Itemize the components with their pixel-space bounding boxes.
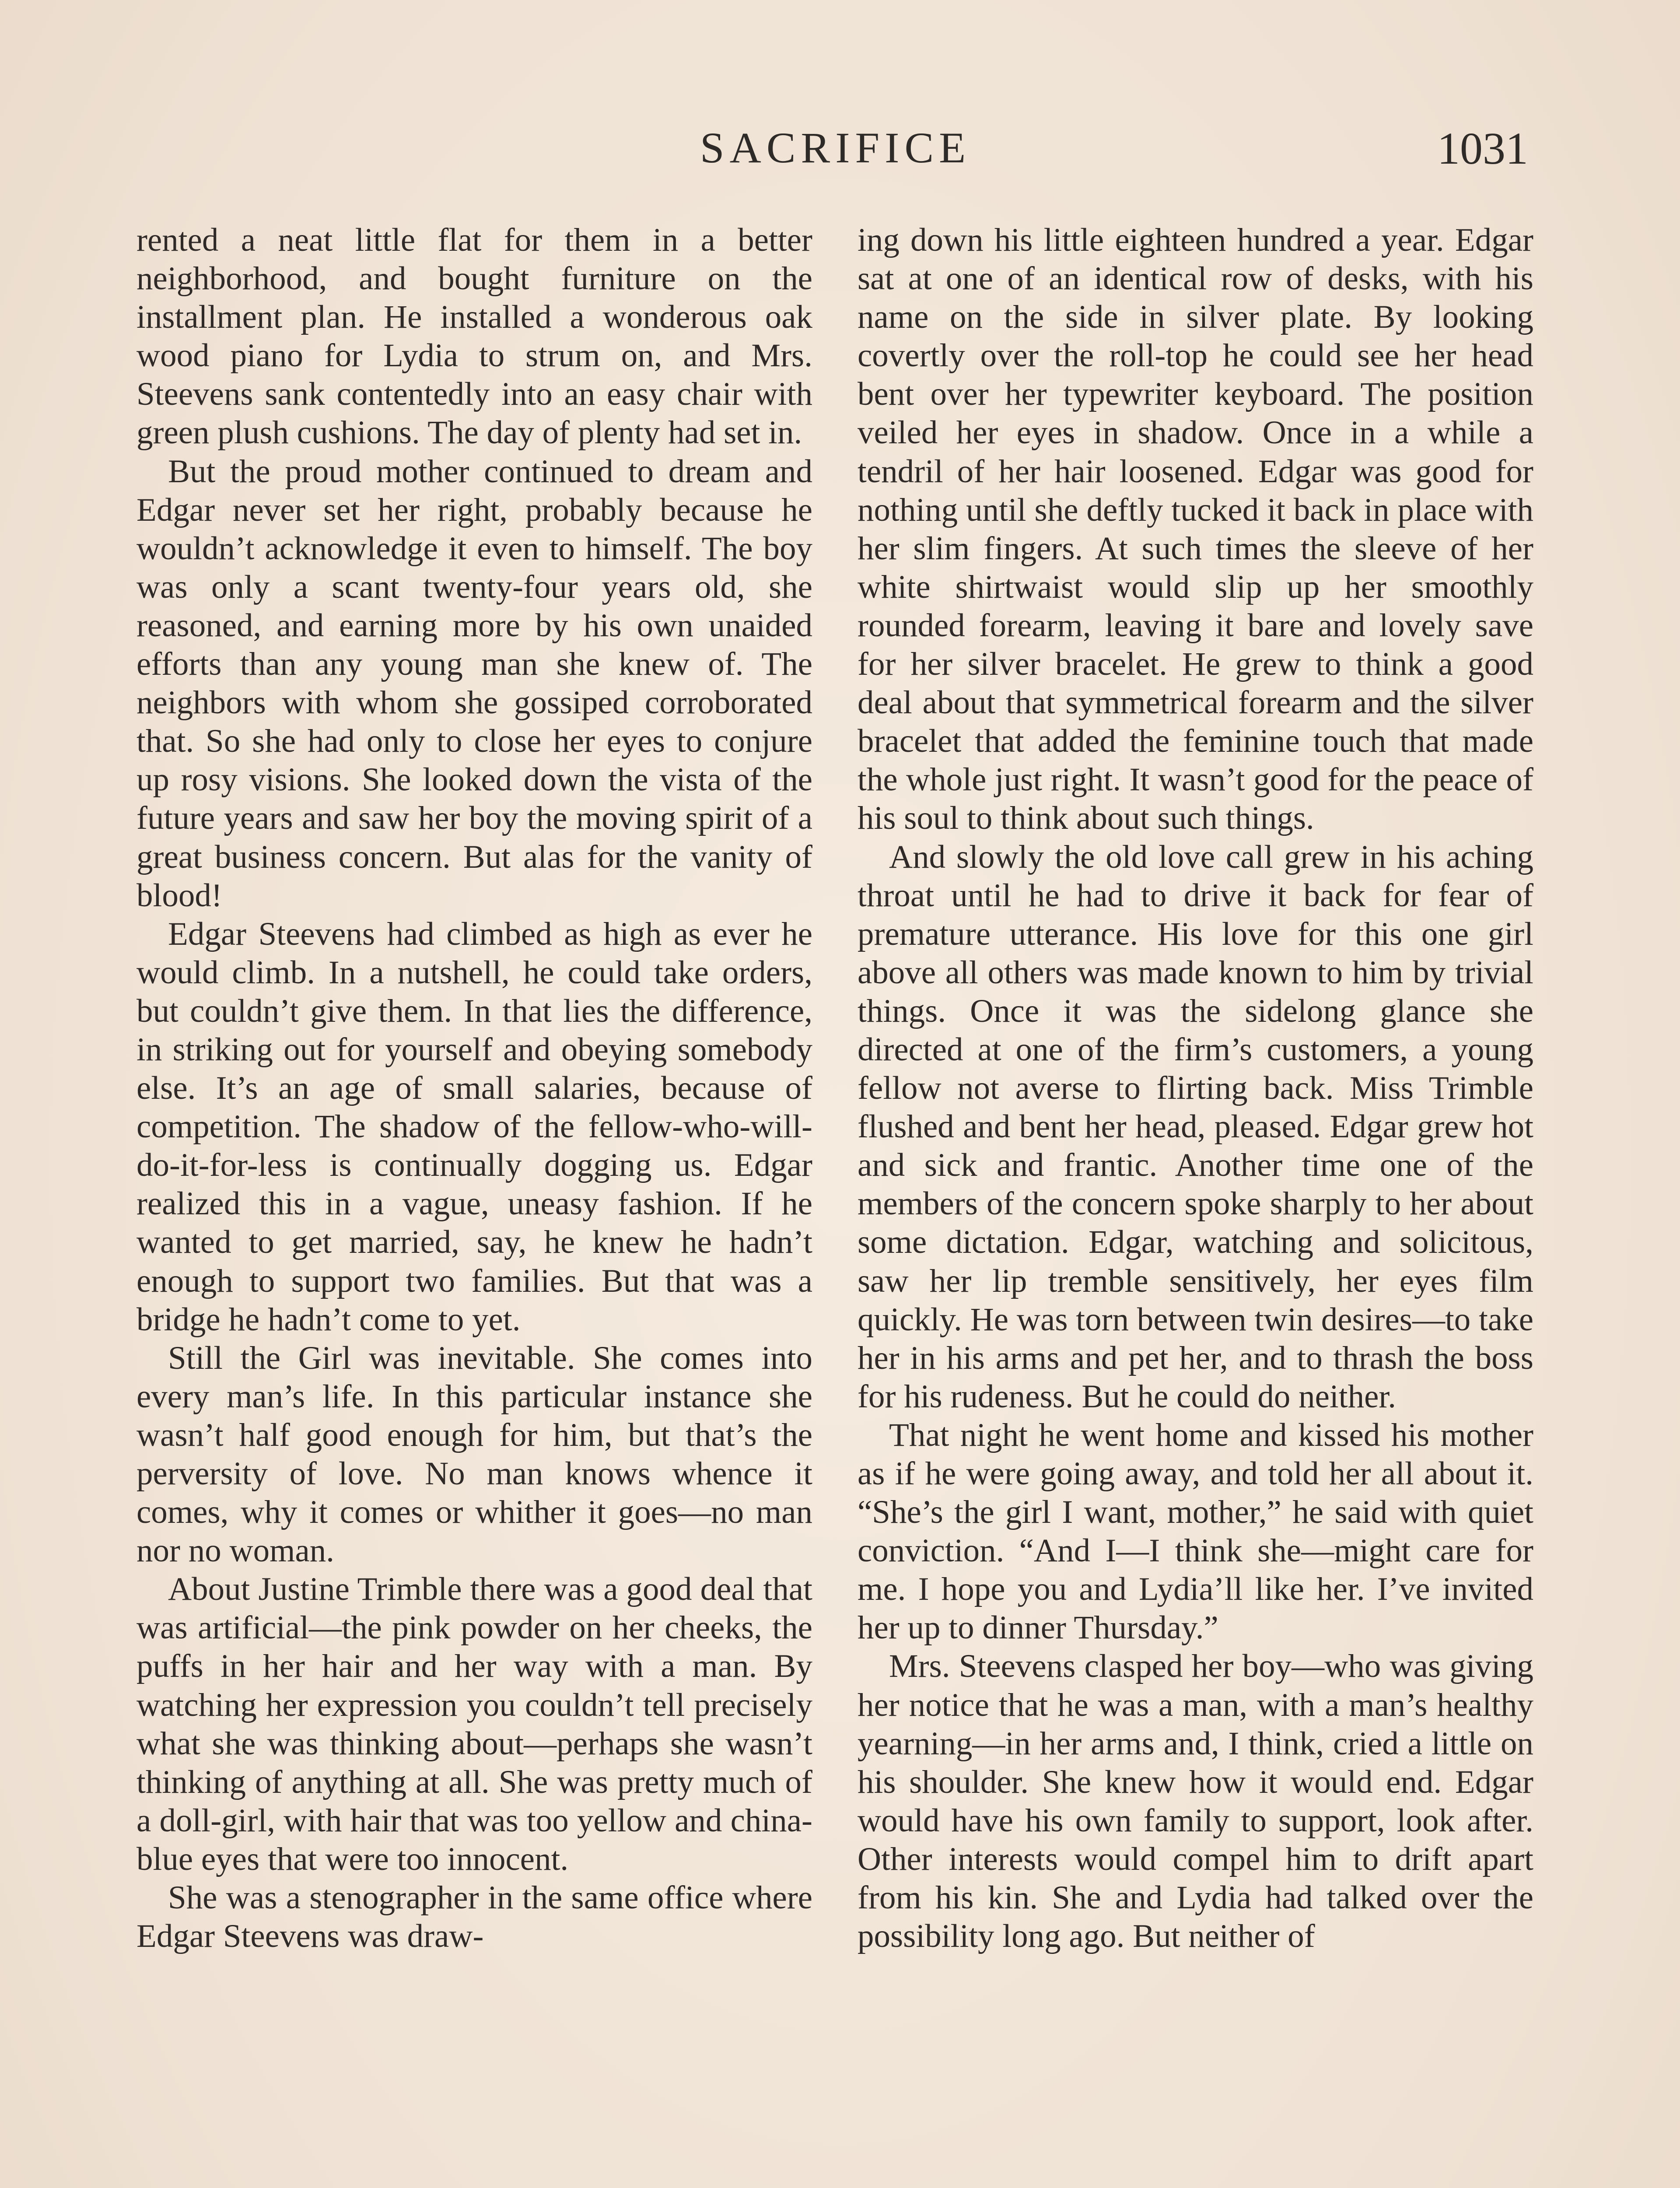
- running-head: [0, 123, 1680, 184]
- paragraph: Edgar Steevens had climbed as high as ever he would climb. In a nutshell, he could take orders, but couldn’t give them. In that lies the difference, in striking out for yourself and obeying somebody else. It’s an age of small salaries, because of competition. The shadow of the fellow-who-will-do-it-for-less is continually dogging us. Edgar realized this in a vague, uneasy fashion. If he wanted to get married, say, he knew he hadn’t enough to support two families. But that was a bridge he hadn’t come to yet.: [136, 915, 812, 1338]
- paragraph: Mrs. Steevens clasped her boy—who was giving her notice that he was a man, with a man’s healthy yearning—in her arms and, I think, cried a little on his shoulder. She knew how it would end. Edgar would have his own family to support, look after. Other interests would compel him to drift apart from his kin. She and Lydia had talked over the possibility long ago. But neither of: [858, 1648, 1533, 1955]
- paragraph: But the proud mother continued to dream and Edgar never set her right, probably because he wouldn’t acknowledge it even to himself. The boy was only a scant twenty-four years old, she reasoned, and earning more by his own unaided efforts than any young man she knew of. The neighbors with whom she gossiped corroborated that. So she had only to close her eyes to conjure up rosy visions. She looked down the vista of the future years and saw her boy the moving spirit of a great business concern. But alas for the vanity of blood!: [136, 453, 812, 914]
- paragraph: And slowly the old love call grew in his aching throat until he had to drive it back for fear of premature utterance. His love for this one girl above all others was made known to him by trivial things. Once it was the sidelong glance she directed at one of the firm’s customers, a young fellow not averse to flirting back. Miss Trimble flushed and bent her head, pleased. Edgar grew hot and sick and frantic. Another time one of the members of the concern spoke sharply to her about some dictation. Edgar, watching and solicitous, saw her lip tremble sensitively, her eyes film quickly. He was torn between twin desires—to take her in his arms and pet her, and to thrash the boss for his rudeness. But he could do neither.: [858, 838, 1533, 1415]
- running-title: SACRIFICE: [700, 123, 971, 172]
- paragraph: She was a stenographer in the same office where Edgar Steevens was draw-: [136, 1879, 812, 1955]
- right-column: [858, 221, 1533, 1956]
- paragraph: rented a neat little flat for them in a better neighborhood, and bought furniture on the installment plan. He installed a wonderous oak wood piano for Lydia to strum on, and Mrs. Steevens sank contentedly into an easy chair with green plush cushions. The day of plenty had set in.: [136, 222, 812, 451]
- paragraph: Still the Girl was inevitable. She comes into every man’s life. In this particular instance she wasn’t half good enough for him, but that’s the perversity of love. No man knows whence it comes, why it comes or whither it goes—no man nor no woman.: [136, 1339, 812, 1569]
- paragraph: ing down his little eighteen hundred a year. Edgar sat at one of an identical row of desks, with his name on the side in silver plate. By looking covertly over the roll-top he could see her head bent over her typewriter keyboard. The position veiled her eyes in shadow. Once in a while a tendril of her hair loosened. Edgar was good for nothing until she deftly tucked it back in place with her slim fingers. At such times the sleeve of her white shirtwaist would slip up her smoothly rounded forearm, leaving it bare and lovely save for her silver bracelet. He grew to think a good deal about that symmetrical forearm and the silver bracelet that added the feminine touch that made the whole just right. It wasn’t good for the peace of his soul to think about such things.: [858, 222, 1533, 837]
- page-number: 1031: [1437, 123, 1528, 174]
- left-column: [136, 221, 812, 1956]
- paragraph: That night he went home and kissed his mother as if he were going away, and told her all about it. “She’s the girl I want, mother,” he said with quiet conviction. “And I—I think she—might care for me. I hope you and Lydia’ll like her. I’ve invited her up to dinner Thursday.”: [858, 1417, 1533, 1646]
- paragraph: About Justine Trimble there was a good deal that was artificial—the pink powder on her cheeks, the puffs in her hair and her way with a man. By watching her expression you couldn’t tell precisely what she was thinking about—perhaps she wasn’t thinking of anything at all. She was pretty much of a doll-girl, with hair that was too yellow and china-blue eyes that were too innocent.: [136, 1571, 812, 1877]
